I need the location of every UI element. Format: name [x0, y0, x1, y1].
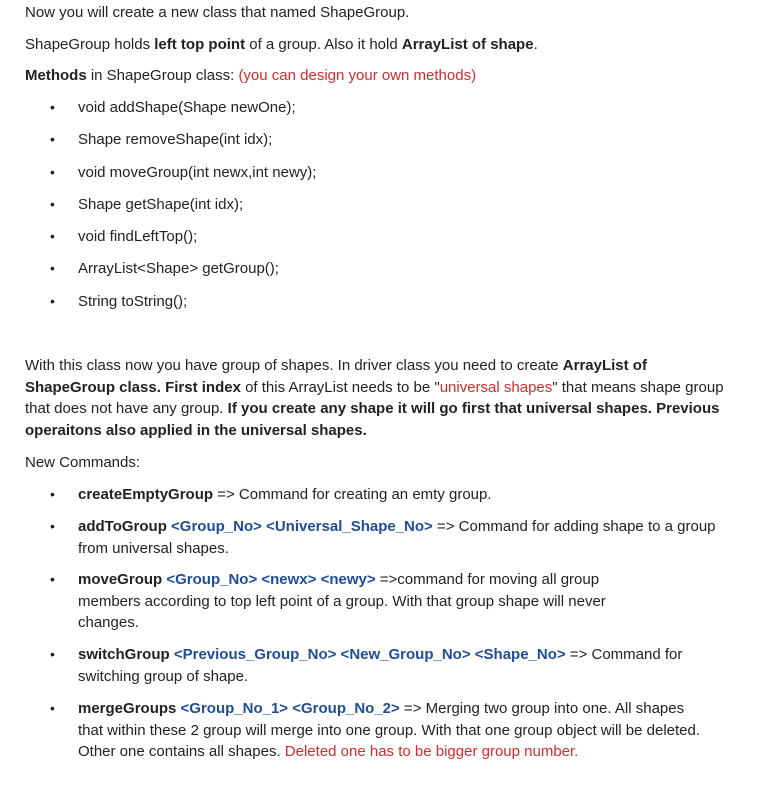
bold-text: Methods [25, 67, 87, 84]
command-item [78, 569, 638, 634]
bullet-icon: • [50, 518, 55, 534]
red-text: universal shapes [439, 378, 553, 396]
method-item: void addShape(Shape newOne); [78, 99, 296, 116]
bullet-icon: • [50, 131, 55, 147]
intro-text: Now you will create a new class that named ShapeGroup. [25, 4, 410, 21]
red-note: (you can design your own methods) [238, 67, 477, 84]
method-item: void findLeftTop(); [78, 228, 198, 245]
bold-text: ArrayList of shape [401, 36, 534, 53]
method-item: Shape getShape(int idx); [78, 196, 244, 213]
method-item: String toString(); [78, 293, 188, 310]
command-name: mergeGroups [78, 700, 177, 717]
bold-text: ArrayList of ShapeGroup class [25, 357, 647, 396]
bullet-icon: • [50, 700, 55, 716]
command-args: <Group_No> <Universal_Shape_No> [166, 518, 433, 535]
intro-text: . [533, 36, 538, 53]
red-text: Deleted one has to be bigger group number. [284, 743, 579, 760]
bullet-icon: • [50, 99, 55, 115]
command-desc: => Command for switching group of shape. [78, 646, 683, 685]
command-desc: => Command for adding shape to a group from universal shapes. [78, 518, 716, 557]
bold-text: If you create any shape it will go first that universal shapes. Previous operaitons also applied in the universal shapes. [25, 400, 720, 439]
bold-text: left top point [154, 36, 246, 53]
para-text: of this ArrayList needs to be " [240, 378, 440, 396]
bold-text: . [156, 378, 166, 396]
command-args: <Previous_Group_No> <New_Group_No> <Shape_No> [169, 646, 566, 663]
method-item: void moveGroup(int newx,int newy); [78, 164, 317, 181]
command-name: createEmptyGroup [78, 486, 214, 503]
command-name: addToGroup [78, 518, 167, 535]
command-name: switchGroup [78, 646, 170, 663]
methods-heading [25, 65, 476, 86]
para-text: " that means shape group that does not have any group. [25, 378, 724, 417]
command-args: <Group_No_1> <Group_No_2> [176, 700, 400, 717]
new-commands-heading [25, 452, 140, 473]
command-item [78, 644, 708, 687]
bullet-icon: • [50, 486, 55, 502]
bold-text: First index [165, 378, 241, 396]
command-item [78, 484, 718, 506]
bullet-icon: • [50, 260, 55, 276]
driver-paragraph [25, 355, 740, 441]
command-desc: => Command for creating an emty group. [213, 486, 492, 503]
command-args: <Group_No> <newx> <newy> [162, 571, 376, 588]
bullet-icon: • [50, 164, 55, 180]
bullet-icon: • [50, 293, 55, 309]
bullet-icon: • [50, 228, 55, 244]
bullet-icon: • [50, 646, 55, 662]
heading-text: New Commands: [25, 454, 141, 471]
bullet-icon: • [50, 571, 55, 587]
bullet-icon: • [50, 196, 55, 212]
command-desc: =>command for moving all group members according to top left point of a group. With that group shape will never changes. [78, 571, 606, 631]
intro-text: of a group. Also it hold [245, 36, 402, 53]
intro-line-1 [25, 2, 409, 23]
para-text: With this class now you have group of shapes. In driver class you need to create [25, 357, 563, 374]
intro-line-2 [25, 34, 538, 55]
command-name: moveGroup [78, 571, 163, 588]
method-item: ArrayList<Shape> getGroup(); [78, 260, 279, 277]
command-desc: => Merging two group into one. All shapes that within these 2 group will merge into one group. With that one group object will be deleted. Other one contains all shapes. [78, 700, 701, 760]
intro-text: ShapeGroup holds [25, 36, 155, 53]
command-item [78, 698, 708, 763]
intro-text: in ShapeGroup class: [86, 67, 239, 84]
method-item: Shape removeShape(int idx); [78, 131, 273, 148]
command-item [78, 516, 718, 559]
